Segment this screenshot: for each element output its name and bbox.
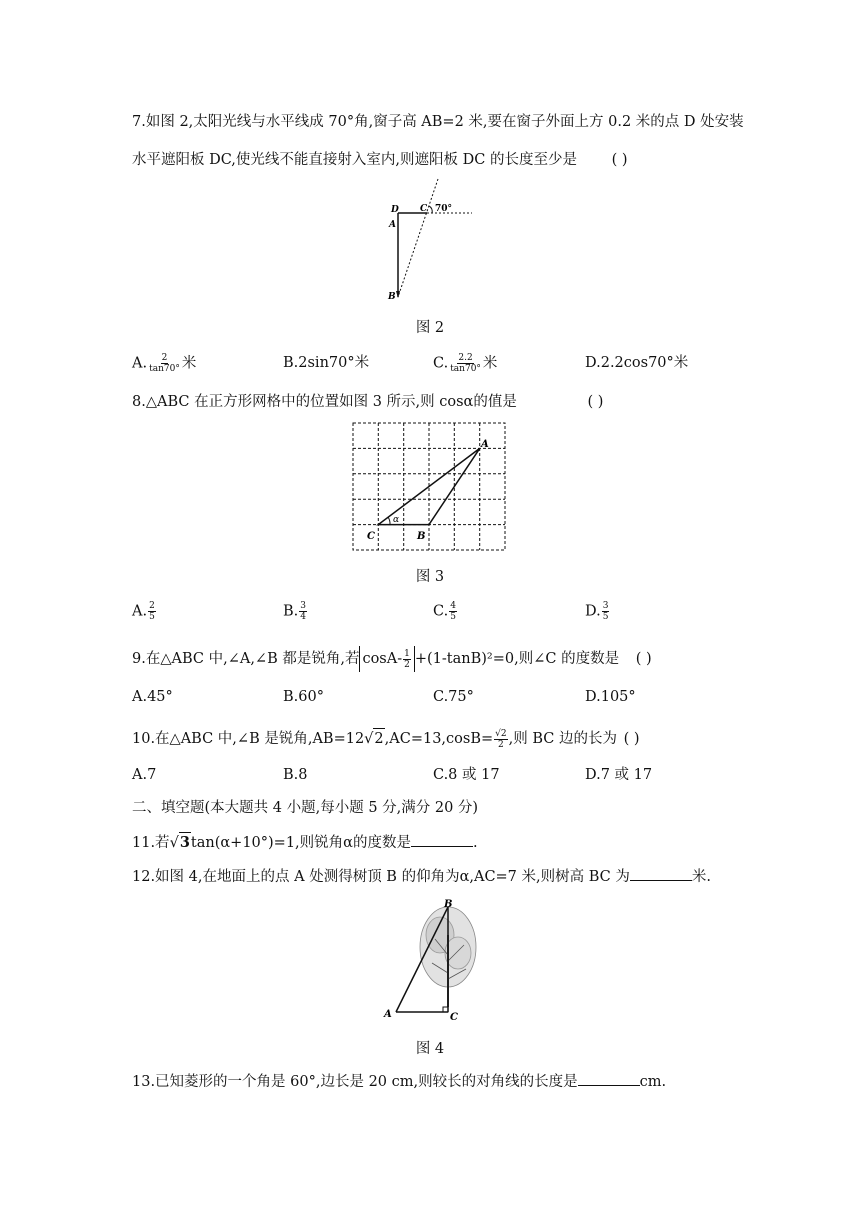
- q13-line: [132, 1071, 666, 1092]
- q13-text: 13.已知菱形的一个角是 60°,边长是 20 cm,则较长的对角线的长度是: [132, 1074, 578, 1090]
- q10-after: ,则 BC 边的长为: [508, 731, 617, 747]
- q7-label-a: A: [389, 220, 396, 230]
- q12-label-c: C: [450, 1012, 458, 1023]
- q8-option-b[interactable]: [283, 601, 308, 622]
- q8-label-c: C: [367, 531, 375, 542]
- q7-line1: 7.如图 2,太阳光线与水平线成 70°角,窗子高 AB=2 米,要在窗子外面上方 0.2 米的点 D 处安装: [132, 114, 744, 130]
- q7-option-c-unit: 米: [482, 355, 498, 372]
- q7-option-c-fraction: $\frac{2.2}{\tan 70^\circ}$: [450, 353, 481, 374]
- q8-option-c-prefix: C.: [433, 603, 449, 620]
- q10-middle: ,AC=13,cosB=: [384, 731, 494, 747]
- q9-option-b[interactable]: B.60°: [283, 689, 324, 705]
- q7-figure-caption: 图 2: [415, 320, 445, 336]
- q8-line: [132, 392, 603, 412]
- q11-answer-blank[interactable]: [411, 832, 473, 847]
- q12-text: 12.如图 4,在地面上的点 A 处测得树顶 B 的仰角为α,AC=7 米,则树高 BC 为: [132, 869, 630, 885]
- q8-option-d-prefix: D.: [585, 603, 601, 620]
- q12-answer-blank[interactable]: [630, 866, 692, 881]
- q8-option-b-fraction: $\frac{3}{4}$: [300, 601, 306, 622]
- q12-end: 米.: [691, 869, 711, 885]
- q7-label-d: D: [391, 205, 399, 215]
- q9-option-d[interactable]: D.105°: [585, 689, 636, 705]
- q12-label-b: B: [444, 899, 453, 910]
- q9-abs-text: cosA-: [362, 651, 403, 667]
- q10-line: 10.在△ABC 中,∠B 是锐角,AB=12√2,AC=13,cosB= $\frac{√2}{2}$ ,则 BC 边的长为 ( ): [132, 728, 640, 750]
- q10-option-b[interactable]: B.8: [283, 767, 308, 783]
- q8-option-a[interactable]: [132, 601, 157, 622]
- q11-end: .: [472, 835, 478, 851]
- q9-option-a[interactable]: A.45°: [132, 689, 173, 705]
- q9-option-c[interactable]: C.75°: [433, 689, 474, 705]
- q8-option-a-prefix: A.: [132, 603, 148, 620]
- q8-option-a-fraction: $\frac{2}{5}$: [149, 601, 155, 622]
- q7-option-b[interactable]: B.2sin70°米: [283, 355, 370, 371]
- q7-option-a-prefix: A.: [132, 355, 148, 372]
- q8-text: 8.△ABC 在正方形网格中的位置如图 3 所示,则 cosα的值是: [132, 394, 517, 410]
- q10-option-d[interactable]: D.7 或 17: [585, 767, 653, 783]
- q12-line: [132, 866, 711, 887]
- q9-line: [132, 646, 652, 672]
- q12-tree-figure: [380, 895, 485, 1025]
- q10-option-c[interactable]: C.8 或 17: [433, 767, 500, 783]
- q7-arrow-head: [396, 291, 400, 298]
- q7-line2: [132, 150, 628, 170]
- q7-option-c[interactable]: [433, 353, 497, 374]
- q8-label-b: B: [417, 531, 426, 542]
- q8-option-d[interactable]: [585, 601, 610, 622]
- q7-figure: [380, 175, 480, 300]
- q9-abs-fraction: $\frac{1}{2}$: [404, 648, 410, 670]
- q13-end: cm.: [639, 1074, 667, 1090]
- q11-after: tan(α+10°)=1,则锐角α的度数是: [190, 835, 411, 851]
- q7-label-angle: 70°: [435, 204, 453, 214]
- q9-before: 9.在△ABC 中,∠A,∠B 都是锐角,若: [132, 651, 360, 667]
- q13-answer-blank[interactable]: [578, 1071, 640, 1086]
- q11-line: 11.若√3tan(α+10°)=1,则锐角α的度数是 .: [132, 834, 478, 851]
- q7-option-a-unit: 米: [181, 355, 197, 372]
- q8-grid-figure: [350, 420, 510, 555]
- q10-answer-paren: ( ): [623, 731, 640, 747]
- q7-angle-arc: [429, 206, 432, 213]
- q8-angle-alpha-arc: [388, 517, 390, 525]
- q7-option-d[interactable]: D.2.2cos70°米: [585, 355, 689, 371]
- q7-option-a[interactable]: [132, 353, 196, 374]
- q8-option-c[interactable]: [433, 601, 458, 622]
- q8-option-b-prefix: B.: [283, 603, 299, 620]
- q7-sunlight-ray: [398, 179, 438, 297]
- q8-label-alpha: α: [393, 515, 400, 525]
- section2-title: 二、填空题(本大题共 4 小题,每小题 5 分,满分 20 分): [132, 800, 479, 816]
- q7-option-a-fraction: $\frac{2}{\tan 70^\circ}$: [149, 353, 180, 374]
- q8-option-d-fraction: $\frac{3}{5}$: [602, 601, 609, 622]
- q7-label-b: B: [388, 292, 396, 300]
- q11-sqrt: 3: [179, 834, 190, 851]
- q7-line2-text: 水平遮阳板 DC,使光线不能直接射入室内,则遮阳板 DC 的长度至少是: [132, 152, 577, 168]
- q8-label-a: A: [481, 439, 489, 450]
- q10-cos-fraction: $\frac{√2}{2}$: [495, 728, 507, 750]
- q8-figure-caption: 图 3: [415, 569, 445, 585]
- q10-before: 10.在△ABC 中,∠B 是锐角,AB=12: [132, 731, 365, 747]
- q7-label-c: C: [420, 204, 428, 214]
- q12-figure-caption: 图 4: [415, 1041, 445, 1057]
- q7-option-c-prefix: C.: [433, 355, 449, 372]
- q8-option-c-fraction: $\frac{4}{5}$: [450, 601, 456, 622]
- q7-answer-paren: ( ): [611, 152, 628, 168]
- q10-option-a[interactable]: A.7: [132, 767, 157, 783]
- q9-answer-paren: ( ): [635, 651, 652, 667]
- q11-before: 11.若: [132, 835, 170, 851]
- q9-after: +(1-tanB)²=0,则∠C 的度数是: [414, 651, 620, 667]
- q12-label-a: A: [384, 1009, 392, 1020]
- q10-sqrt: 2: [373, 728, 384, 749]
- q8-answer-paren: ( ): [587, 394, 604, 410]
- q9-absolute-value: [359, 646, 414, 672]
